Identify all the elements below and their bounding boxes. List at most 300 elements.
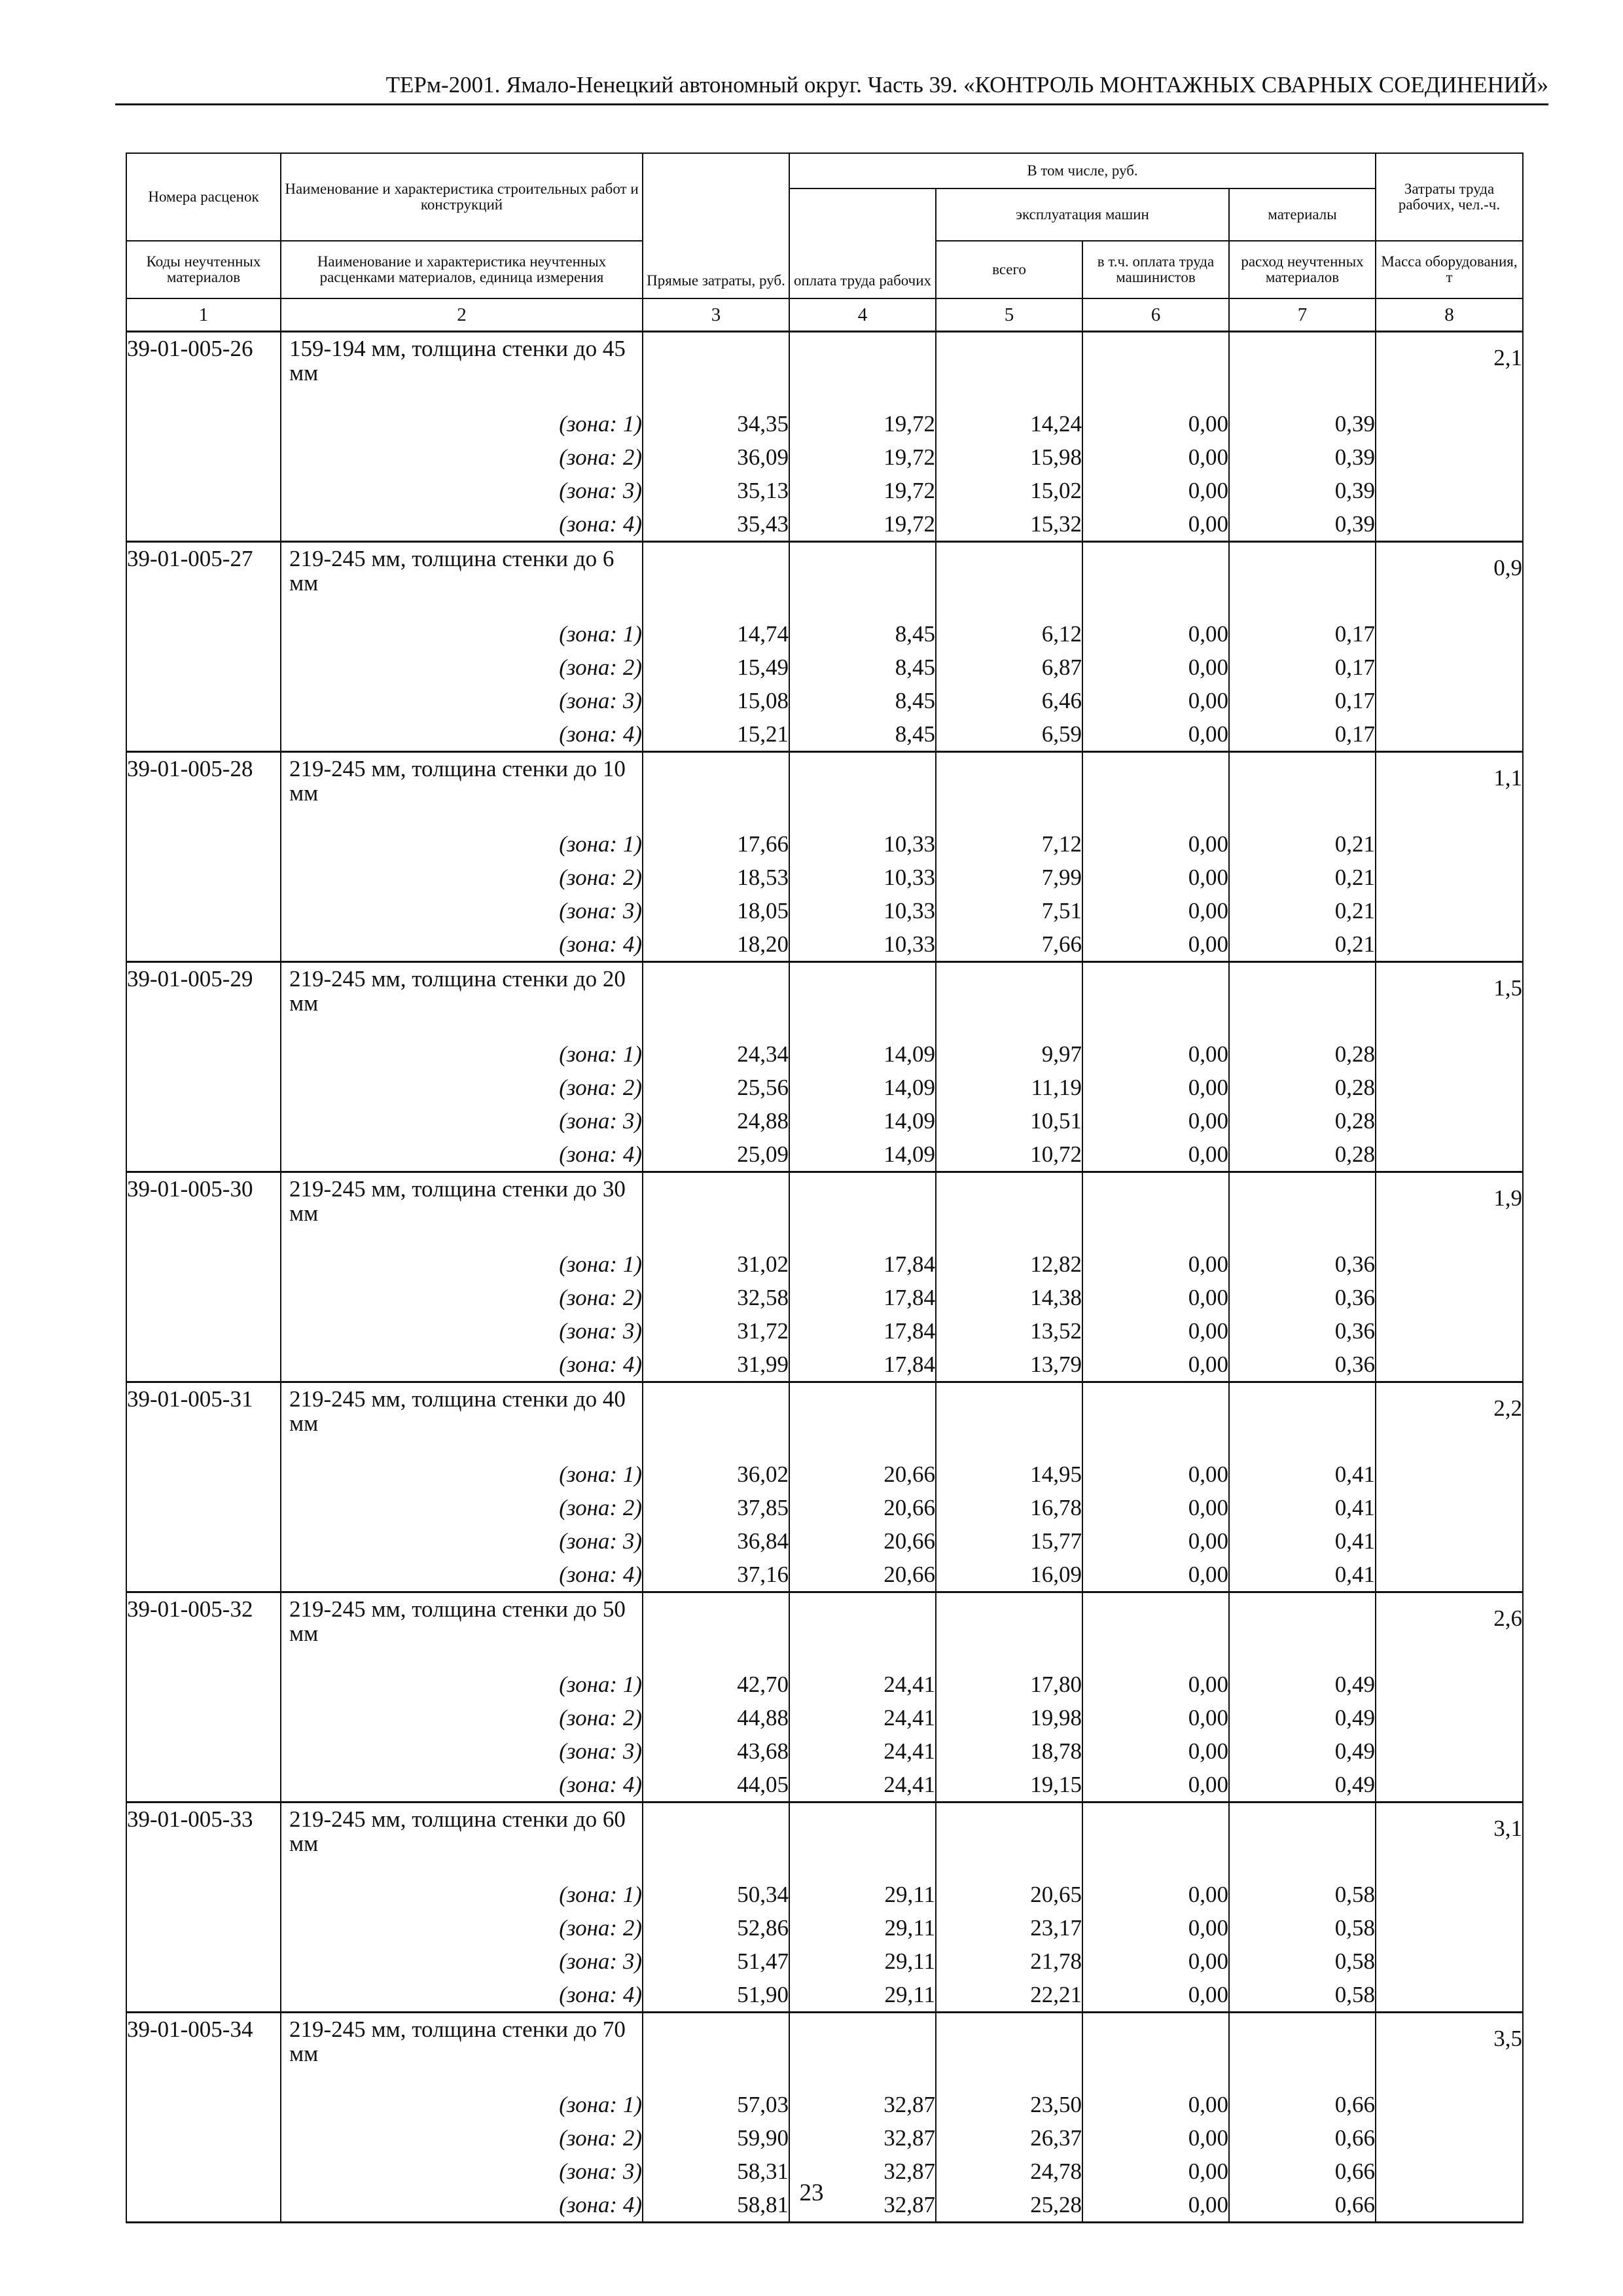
wages-value: 20,66 [789,1558,936,1592]
direct-costs-value: 58,81 [643,2188,789,2223]
zone-row [126,1701,1523,1734]
zone-label: (зона: 3) [281,1314,643,1348]
materials-value: 0,66 [1229,2121,1376,2155]
wages-value: 32,87 [789,2188,936,2223]
operator-wages-value: 0,00 [1082,507,1229,542]
operator-wages-value: 0,00 [1082,861,1229,894]
zone-label: (зона: 3) [281,2155,643,2188]
materials-value: 0,36 [1229,1281,1376,1314]
direct-costs-value: 24,88 [643,1104,789,1138]
direct-costs-value: 44,05 [643,1768,789,1803]
materials-value: 0,66 [1229,2188,1376,2223]
wages-value: 17,84 [789,1281,936,1314]
wages-value: 17,84 [789,1314,936,1348]
zone-label: (зона: 4) [281,1978,643,2013]
zone-row [126,1668,1523,1701]
rate-entry-row [126,1172,1523,1248]
machines-value: 16,78 [936,1491,1082,1524]
direct-costs-value: 25,09 [643,1138,789,1172]
direct-costs-value: 24,34 [643,1037,789,1071]
wages-value: 14,09 [789,1037,936,1071]
zone-row [126,684,1523,717]
operator-wages-value: 0,00 [1082,1768,1229,1803]
wages-value: 20,66 [789,1524,936,1558]
operator-wages-value: 0,00 [1082,684,1229,717]
direct-costs-value: 32,58 [643,1281,789,1314]
materials-value: 0,58 [1229,1945,1376,1978]
column-number: 7 [1229,298,1376,332]
zone-row [126,1978,1523,2013]
direct-costs-value: 59,90 [643,2121,789,2155]
labor-cost: 1,9 [1376,1172,1523,1248]
zone-label: (зона: 4) [281,717,643,752]
wages-value: 10,33 [789,927,936,962]
wages-value: 24,41 [789,1768,936,1803]
work-description: 219-245 мм, толщина стенки до 40 мм [281,1382,643,1458]
rate-code: 39-01-005-27 [126,542,281,618]
materials-value: 0,58 [1229,1878,1376,1911]
zone-row [126,1734,1523,1768]
wages-value: 29,11 [789,1878,936,1911]
operator-wages-value: 0,00 [1082,1978,1229,2013]
operator-wages-value: 0,00 [1082,651,1229,684]
materials-value: 0,58 [1229,1978,1376,2013]
direct-costs-value: 37,16 [643,1558,789,1592]
wages-value: 8,45 [789,717,936,752]
operator-wages-value: 0,00 [1082,2155,1229,2188]
wages-value: 14,09 [789,1071,936,1104]
operator-wages-value: 0,00 [1082,1138,1229,1172]
rate-entry-row [126,1382,1523,1458]
zone-row [126,1458,1523,1491]
direct-costs-value: 18,05 [643,894,789,927]
zone-label: (зона: 1) [281,407,643,440]
machines-value: 7,12 [936,827,1082,861]
zone-row [126,1768,1523,1803]
operator-wages-value: 0,00 [1082,2121,1229,2155]
zone-label: (зона: 3) [281,1524,643,1558]
materials-value: 0,49 [1229,1768,1376,1803]
zone-label: (зона: 1) [281,1037,643,1071]
direct-costs-value: 18,20 [643,927,789,962]
column-number: 8 [1376,298,1523,332]
materials-value: 0,66 [1229,2088,1376,2121]
zone-label: (зона: 3) [281,1945,643,1978]
rate-entry-row [126,542,1523,618]
wages-value: 19,72 [789,507,936,542]
machines-value: 15,02 [936,474,1082,507]
machines-value: 23,50 [936,2088,1082,2121]
zone-label: (зона: 3) [281,1104,643,1138]
work-description: 219-245 мм, толщина стенки до 30 мм [281,1172,643,1248]
zone-row [126,2088,1523,2121]
operator-wages-value: 0,00 [1082,1458,1229,1491]
header-work-name: Наименование и характеристика строительных работ и конструкций [281,153,643,241]
operator-wages-value: 0,00 [1082,717,1229,752]
wages-value: 8,45 [789,684,936,717]
operator-wages-value: 0,00 [1082,1037,1229,1071]
rates-table [126,152,1524,2223]
operator-wages-value: 0,00 [1082,894,1229,927]
direct-costs-value: 51,47 [643,1945,789,1978]
header-materials: материалы [1229,188,1376,241]
rate-code: 39-01-005-30 [126,1172,281,1248]
rate-entry-row [126,332,1523,408]
header-labor-costs: Затраты труда рабочих, чел.-ч. [1376,153,1523,241]
zone-row [126,507,1523,542]
wages-value: 10,33 [789,894,936,927]
machines-value: 22,21 [936,1978,1082,2013]
direct-costs-value: 51,90 [643,1978,789,2013]
work-description: 219-245 мм, толщина стенки до 60 мм [281,1803,643,1878]
rate-entry-row [126,962,1523,1038]
wages-value: 10,33 [789,861,936,894]
labor-cost: 2,1 [1376,332,1523,408]
zone-row [126,1071,1523,1104]
zone-label: (зона: 4) [281,927,643,962]
operator-wages-value: 0,00 [1082,1668,1229,1701]
direct-costs-value: 15,21 [643,717,789,752]
wages-value: 14,09 [789,1138,936,1172]
running-header: ТЕРм-2001. Ямало-Ненецкий автономный округ. Часть 39. «КОНТРОЛЬ МОНТАЖНЫХ СВАРНЫХ СОЕДИНЕНИЙ» [385,72,1548,98]
rate-code: 39-01-005-29 [126,962,281,1038]
materials-value: 0,41 [1229,1491,1376,1524]
machines-value: 19,98 [936,1701,1082,1734]
materials-value: 0,17 [1229,684,1376,717]
materials-value: 0,39 [1229,440,1376,474]
operator-wages-value: 0,00 [1082,2088,1229,2121]
work-description: 219-245 мм, толщина стенки до 50 мм [281,1592,643,1668]
direct-costs-value: 36,02 [643,1458,789,1491]
rate-code: 39-01-005-31 [126,1382,281,1458]
wages-value: 20,66 [789,1491,936,1524]
materials-value: 0,17 [1229,617,1376,651]
wages-value: 24,41 [789,1734,936,1768]
direct-costs-value: 14,74 [643,617,789,651]
zone-row [126,474,1523,507]
work-description: 159-194 мм, толщина стенки до 45 мм [281,332,643,408]
zone-label: (зона: 4) [281,1348,643,1382]
zone-row [126,1281,1523,1314]
zone-label: (зона: 4) [281,507,643,542]
zone-label: (зона: 1) [281,827,643,861]
materials-value: 0,49 [1229,1668,1376,1701]
zone-label: (зона: 3) [281,1734,643,1768]
table-body [126,332,1523,2223]
zone-label: (зона: 1) [281,1458,643,1491]
zone-row [126,2121,1523,2155]
zone-row [126,1104,1523,1138]
materials-value: 0,28 [1229,1104,1376,1138]
work-description: 219-245 мм, толщина стенки до 70 мм [281,2013,643,2089]
wages-value: 19,72 [789,407,936,440]
header-equipment-mass: Масса оборудования, т [1376,241,1523,298]
zone-label: (зона: 2) [281,1911,643,1945]
wages-value: 24,41 [789,1668,936,1701]
operator-wages-value: 0,00 [1082,1491,1229,1524]
operator-wages-value: 0,00 [1082,1911,1229,1945]
machines-value: 6,12 [936,617,1082,651]
machines-value: 26,37 [936,2121,1082,2155]
materials-value: 0,39 [1229,407,1376,440]
column-number: 4 [789,298,936,332]
rate-code: 39-01-005-28 [126,752,281,828]
direct-costs-value: 58,31 [643,2155,789,2188]
zone-label: (зона: 4) [281,1558,643,1592]
zone-label: (зона: 3) [281,684,643,717]
materials-value: 0,36 [1229,1348,1376,1382]
labor-cost: 1,5 [1376,962,1523,1038]
materials-value: 0,39 [1229,507,1376,542]
operator-wages-value: 0,00 [1082,407,1229,440]
machines-value: 23,17 [936,1911,1082,1945]
work-description: 219-245 мм, толщина стенки до 6 мм [281,542,643,618]
zone-label: (зона: 2) [281,440,643,474]
machines-value: 9,97 [936,1037,1082,1071]
direct-costs-value: 31,02 [643,1247,789,1281]
rate-code: 39-01-005-32 [126,1592,281,1668]
header-rate-numbers: Номера расценок [126,153,281,241]
materials-value: 0,49 [1229,1701,1376,1734]
machines-value: 15,77 [936,1524,1082,1558]
materials-value: 0,21 [1229,927,1376,962]
wages-value: 14,09 [789,1104,936,1138]
materials-value: 0,21 [1229,827,1376,861]
direct-costs-value: 15,08 [643,684,789,717]
zone-label: (зона: 4) [281,1768,643,1803]
operator-wages-value: 0,00 [1082,827,1229,861]
labor-cost: 3,1 [1376,1803,1523,1878]
zone-label: (зона: 2) [281,1071,643,1104]
materials-value: 0,36 [1229,1314,1376,1348]
wages-value: 8,45 [789,617,936,651]
zone-row [126,1138,1523,1172]
table-header [126,153,1523,332]
operator-wages-value: 0,00 [1082,1558,1229,1592]
operator-wages-value: 0,00 [1082,1314,1229,1348]
machines-value: 12,82 [936,1247,1082,1281]
header-machine-operation: эксплуатация машин [936,188,1229,241]
rate-code: 39-01-005-34 [126,2013,281,2089]
direct-costs-value: 15,49 [643,651,789,684]
wages-value: 19,72 [789,474,936,507]
direct-costs-value: 31,99 [643,1348,789,1382]
zone-row [126,827,1523,861]
zone-label: (зона: 4) [281,2188,643,2223]
wages-value: 8,45 [789,651,936,684]
work-description: 219-245 мм, толщина стенки до 10 мм [281,752,643,828]
machines-value: 17,80 [936,1668,1082,1701]
wages-value: 10,33 [789,827,936,861]
direct-costs-value: 35,13 [643,474,789,507]
operator-wages-value: 0,00 [1082,1701,1229,1734]
column-number: 1 [126,298,281,332]
wages-value: 20,66 [789,1458,936,1491]
materials-value: 0,28 [1229,1138,1376,1172]
direct-costs-value: 43,68 [643,1734,789,1768]
zone-row [126,927,1523,962]
machines-value: 24,78 [936,2155,1082,2188]
operator-wages-value: 0,00 [1082,1524,1229,1558]
direct-costs-value: 34,35 [643,407,789,440]
zone-row [126,1247,1523,1281]
zone-row [126,617,1523,651]
header-wages: оплата труда рабочих [789,188,936,298]
zone-label: (зона: 2) [281,2121,643,2155]
header-machines-total: всего [936,241,1082,298]
zone-label: (зона: 2) [281,1701,643,1734]
wages-value: 17,84 [789,1348,936,1382]
materials-value: 0,28 [1229,1071,1376,1104]
machines-value: 25,28 [936,2188,1082,2223]
machines-value: 10,51 [936,1104,1082,1138]
direct-costs-value: 42,70 [643,1668,789,1701]
zone-label: (зона: 3) [281,894,643,927]
machines-value: 11,19 [936,1071,1082,1104]
zone-label: (зона: 1) [281,1668,643,1701]
machines-value: 20,65 [936,1878,1082,1911]
operator-wages-value: 0,00 [1082,474,1229,507]
zone-row [126,1524,1523,1558]
operator-wages-value: 0,00 [1082,927,1229,962]
machines-value: 15,98 [936,440,1082,474]
wages-value: 17,84 [789,1247,936,1281]
header-material-codes: Коды неучтенных материалов [126,241,281,298]
machines-value: 14,38 [936,1281,1082,1314]
machines-value: 19,15 [936,1768,1082,1803]
wages-value: 32,87 [789,2121,936,2155]
materials-value: 0,41 [1229,1458,1376,1491]
machines-value: 7,99 [936,861,1082,894]
operator-wages-value: 0,00 [1082,1734,1229,1768]
header-material-names: Наименование и характеристика неучтенных расценками материалов, единица измерения [281,241,643,298]
zone-label: (зона: 1) [281,2088,643,2121]
zone-row [126,1037,1523,1071]
direct-costs-value: 17,66 [643,827,789,861]
materials-value: 0,28 [1229,1037,1376,1071]
operator-wages-value: 0,00 [1082,1945,1229,1978]
operator-wages-value: 0,00 [1082,440,1229,474]
operator-wages-value: 0,00 [1082,1104,1229,1138]
zone-label: (зона: 2) [281,651,643,684]
labor-cost: 2,6 [1376,1592,1523,1668]
wages-value: 32,87 [789,2088,936,2121]
materials-value: 0,17 [1229,651,1376,684]
direct-costs-value: 36,09 [643,440,789,474]
zone-row [126,1945,1523,1978]
zone-label: (зона: 1) [281,1878,643,1911]
direct-costs-value: 37,85 [643,1491,789,1524]
materials-value: 0,21 [1229,894,1376,927]
zone-row [126,651,1523,684]
machines-value: 14,95 [936,1458,1082,1491]
rate-entry-row [126,752,1523,828]
column-number: 2 [281,298,643,332]
zone-label: (зона: 2) [281,1491,643,1524]
zone-label: (зона: 1) [281,617,643,651]
direct-costs-value: 44,88 [643,1701,789,1734]
machines-value: 7,51 [936,894,1082,927]
materials-value: 0,36 [1229,1247,1376,1281]
rate-code: 39-01-005-33 [126,1803,281,1878]
zone-label: (зона: 2) [281,1281,643,1314]
operator-wages-value: 0,00 [1082,1281,1229,1314]
machines-value: 13,52 [936,1314,1082,1348]
machines-value: 6,46 [936,684,1082,717]
direct-costs-value: 18,53 [643,861,789,894]
machines-value: 6,59 [936,717,1082,752]
rate-entry-row [126,1803,1523,1878]
machines-value: 16,09 [936,1558,1082,1592]
header-operator-wages: в т.ч. оплата труда машинистов [1082,241,1229,298]
zone-row [126,1558,1523,1592]
operator-wages-value: 0,00 [1082,1247,1229,1281]
machines-value: 21,78 [936,1945,1082,1978]
direct-costs-value: 31,72 [643,1314,789,1348]
operator-wages-value: 0,00 [1082,2188,1229,2223]
materials-value: 0,66 [1229,2155,1376,2188]
materials-value: 0,41 [1229,1558,1376,1592]
direct-costs-value: 35,43 [643,507,789,542]
wages-value: 29,11 [789,1911,936,1945]
labor-cost: 1,1 [1376,752,1523,828]
operator-wages-value: 0,00 [1082,1348,1229,1382]
machines-value: 15,32 [936,507,1082,542]
direct-costs-value: 57,03 [643,2088,789,2121]
machines-value: 13,79 [936,1348,1082,1382]
labor-cost: 2,2 [1376,1382,1523,1458]
zone-label: (зона: 4) [281,1138,643,1172]
header-including: В том числе, руб. [789,153,1376,188]
zone-row [126,1491,1523,1524]
column-number: 3 [643,298,789,332]
operator-wages-value: 0,00 [1082,617,1229,651]
machines-value: 14,24 [936,407,1082,440]
wages-value: 24,41 [789,1701,936,1734]
header-rule [115,103,1548,105]
materials-value: 0,17 [1229,717,1376,752]
zone-row [126,717,1523,752]
direct-costs-value: 25,56 [643,1071,789,1104]
work-description: 219-245 мм, толщина стенки до 20 мм [281,962,643,1038]
column-number: 5 [936,298,1082,332]
labor-cost: 3,5 [1376,2013,1523,2089]
materials-value: 0,21 [1229,861,1376,894]
materials-value: 0,39 [1229,474,1376,507]
operator-wages-value: 0,00 [1082,1071,1229,1104]
direct-costs-value: 36,84 [643,1524,789,1558]
rate-entry-row [126,1592,1523,1668]
zone-row [126,1878,1523,1911]
header-material-consumption: расход неучтенных материалов [1229,241,1376,298]
zone-row [126,861,1523,894]
wages-value: 29,11 [789,1945,936,1978]
zone-label: (зона: 3) [281,474,643,507]
materials-value: 0,49 [1229,1734,1376,1768]
zone-row [126,440,1523,474]
zone-row [126,1348,1523,1382]
zone-row [126,894,1523,927]
page-number: 23 [799,2179,824,2206]
column-number: 6 [1082,298,1229,332]
labor-cost: 0,9 [1376,542,1523,618]
wages-value: 19,72 [789,440,936,474]
zone-row [126,1314,1523,1348]
zone-label: (зона: 2) [281,861,643,894]
materials-value: 0,41 [1229,1524,1376,1558]
wages-value: 32,87 [789,2155,936,2188]
materials-value: 0,58 [1229,1911,1376,1945]
